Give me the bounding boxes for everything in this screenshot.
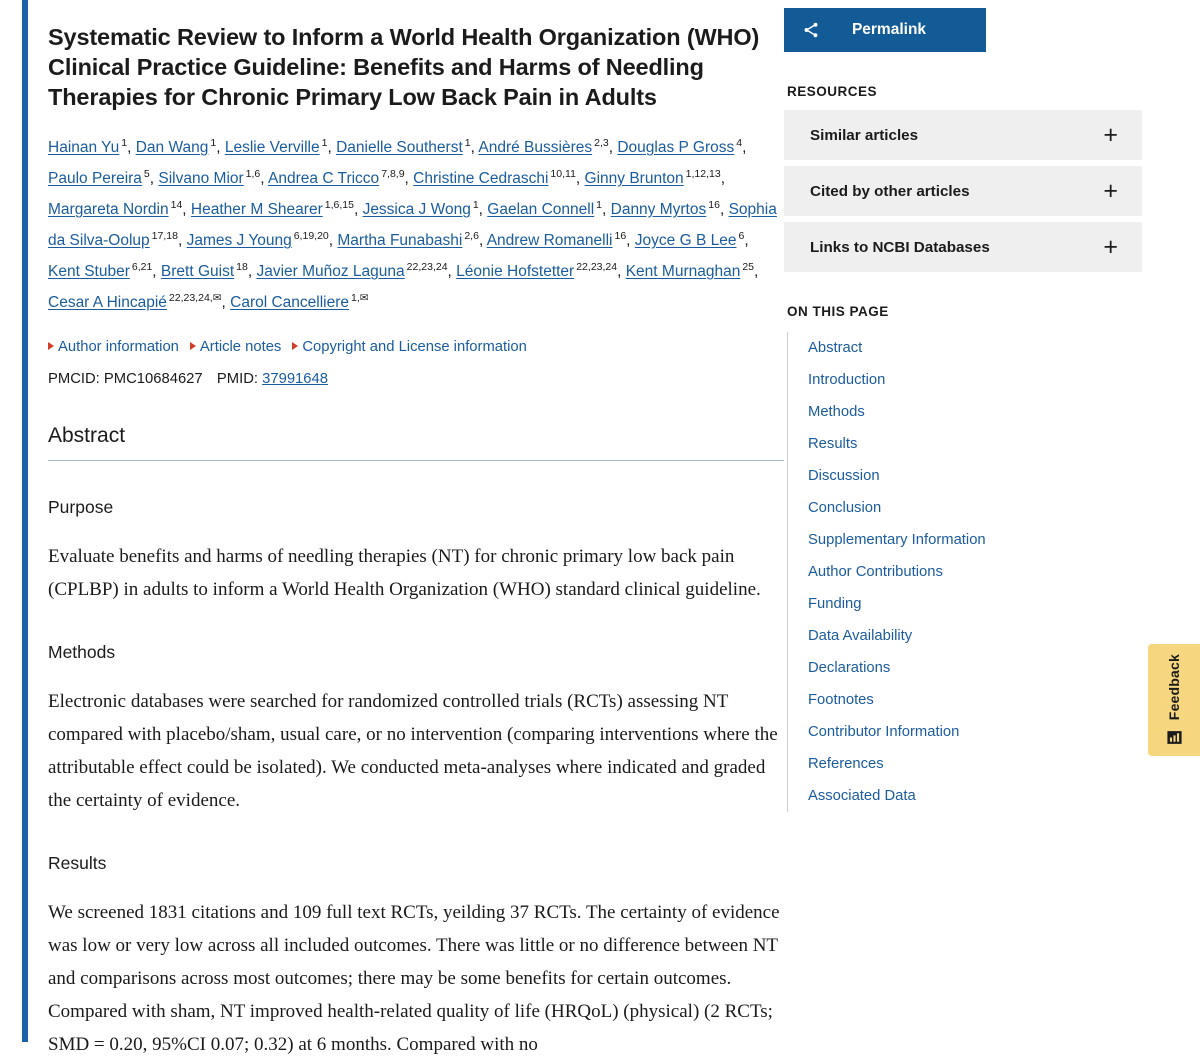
- feedback-tab[interactable]: [1148, 644, 1200, 756]
- permalink-label: Permalink: [851, 21, 927, 38]
- nav-list-item: [788, 396, 1200, 428]
- abstract-heading: Abstract: [48, 424, 784, 461]
- author-separator: ,: [744, 232, 749, 249]
- resources-heading: RESOURCES: [787, 84, 878, 99]
- author-affiliation-marker: 16: [614, 229, 627, 242]
- author-affiliation-marker: 22,23,24: [576, 260, 618, 273]
- nav-link-abstract[interactable]: Abstract: [808, 340, 863, 356]
- subsection-text-methods: Electronic databases were searched for randomized controlled trials (RCTs) assessing NT compared with placebo/sham, usual care, or no intervention (comparing interventions where the attributable effect could be isolated). We conducted meta-analyses where indicated and graded the certainty of evidence.: [48, 691, 778, 811]
- author-affiliation-marker: 1: [472, 198, 479, 211]
- author-affiliation-marker: 1: [121, 136, 128, 149]
- nav-link-introduction[interactable]: Introduction: [808, 372, 886, 388]
- author-separator: ,: [617, 263, 626, 280]
- author-affiliation-marker: 22,23,24,✉: [168, 291, 222, 304]
- author-affiliation-marker: 22,23,24: [406, 260, 448, 273]
- accordion-links-to-ncbi-databases[interactable]: [784, 222, 1142, 272]
- author-separator: ,: [327, 139, 337, 156]
- author-affiliation-marker: 6,19,20: [293, 229, 329, 242]
- accordion-label: Cited by other articles: [810, 182, 970, 200]
- author-link[interactable]: Andrea C Tricco: [268, 170, 380, 187]
- author-affiliation-marker: 5: [143, 167, 150, 180]
- pmid-link[interactable]: 37991648: [262, 371, 328, 387]
- author-link[interactable]: Danielle Southerst: [336, 139, 463, 156]
- page-title: Systematic Review to Inform a World Health Organization (WHO) Clinical Practice Guideline: Benefits and Harms of Needling Therapies for Chronic Primary Low Back Pain in Adults: [48, 24, 760, 110]
- nav-link-methods[interactable]: Methods: [808, 404, 865, 420]
- author-link[interactable]: Christine Cedraschi: [413, 170, 549, 187]
- author-affiliation-marker: 1: [210, 136, 217, 149]
- author-link[interactable]: Cesar A Hincapié: [48, 294, 167, 311]
- author-separator: ,: [149, 170, 159, 187]
- author-link[interactable]: Jessica J Wong: [362, 201, 471, 218]
- author-separator: ,: [328, 232, 338, 249]
- nav-link-associated-data[interactable]: Associated Data: [808, 788, 916, 804]
- author-link[interactable]: Kent Murnaghan: [625, 263, 741, 280]
- pmcid-label: PMCID:: [48, 371, 100, 387]
- article-identifiers: [48, 368, 784, 390]
- author-link[interactable]: Silvano Mior: [158, 170, 244, 187]
- author-link[interactable]: Kent Stuber: [48, 263, 130, 280]
- author-separator: ,: [247, 263, 257, 280]
- author-separator: ,: [447, 263, 457, 280]
- nav-link-footnotes[interactable]: Footnotes: [808, 692, 874, 708]
- subsection-heading-results: Results: [48, 853, 107, 873]
- author-list: [48, 132, 784, 318]
- author-affiliation-marker: 4: [736, 136, 743, 149]
- meta-link-label: Author information: [58, 339, 179, 355]
- author-separator: ,: [626, 232, 635, 249]
- on-this-page-heading: ON THIS PAGE: [787, 304, 889, 319]
- on-this-page-nav: [787, 332, 1200, 812]
- accordion-similar-articles[interactable]: [784, 110, 1142, 160]
- author-link[interactable]: Joyce G B Lee: [634, 232, 737, 249]
- author-affiliation-marker: 7,8,9: [381, 167, 405, 180]
- nav-link-declarations[interactable]: Declarations: [808, 660, 891, 676]
- accordion-label: Links to NCBI Databases: [810, 238, 990, 256]
- pmid-label: PMID:: [216, 371, 258, 387]
- author-separator: ,: [719, 201, 729, 218]
- author-link[interactable]: Danny Myrtos: [610, 201, 707, 218]
- author-separator: ,: [152, 263, 161, 280]
- author-affiliation-marker: 1,6,15: [324, 198, 354, 211]
- nav-link-results[interactable]: Results: [808, 436, 858, 452]
- author-link[interactable]: Carol Cancelliere: [230, 294, 350, 311]
- author-link[interactable]: Javier Muñoz Laguna: [256, 263, 405, 280]
- author-affiliation-marker: 14: [170, 198, 183, 211]
- accordion-cited-by-other-articles[interactable]: [784, 166, 1142, 216]
- author-separator: ,: [478, 232, 487, 249]
- triangle-right-icon: [292, 342, 298, 350]
- author-affiliation-marker: 10,11: [550, 167, 576, 180]
- plus-icon: +: [1103, 176, 1118, 205]
- accordion-label: Similar articles: [810, 126, 919, 144]
- author-separator: ,: [720, 170, 725, 187]
- author-link[interactable]: Leslie Verville: [224, 139, 320, 156]
- nav-list-item: [788, 428, 1200, 460]
- nav-list-item: [788, 492, 1200, 524]
- author-separator: ,: [260, 170, 269, 187]
- author-separator: ,: [575, 170, 585, 187]
- author-link[interactable]: Heather M Shearer: [190, 201, 323, 218]
- subsection-heading-purpose: Purpose: [48, 497, 114, 517]
- author-separator: ,: [216, 139, 225, 156]
- author-information-link[interactable]: [48, 339, 179, 355]
- triangle-right-icon: [48, 342, 54, 350]
- author-link[interactable]: Andrew Romanelli: [486, 232, 613, 249]
- author-affiliation-marker: 1,6: [245, 167, 261, 180]
- meta-link-label: Copyright and License information: [302, 339, 527, 355]
- author-separator: ,: [404, 170, 414, 187]
- article-main-column: [48, 0, 784, 1061]
- nav-list-item: [788, 748, 1200, 780]
- author-separator: ,: [470, 139, 479, 156]
- author-link[interactable]: Martha Funabashi: [337, 232, 463, 249]
- left-accent-rail: [22, 0, 28, 1042]
- subsection-text-results: We screened 1831 citations and 109 full text RCTs, yeilding 37 RCTs. The certainty of evidence was low or very low across all included outcomes. There was little or no difference between NT and comparisons across most outcomes; there may be some benefits for certain outcomes. Compared with sham, NT improved health-related quality of life (HRQoL) (physical) (2 RCTs; SMD = 0.20, 95%CI 0.07; 0.32) at 6 months. Compared with no: [48, 902, 780, 1055]
- feedback-label: Feedback: [1166, 654, 1182, 721]
- author-link[interactable]: André Bussières: [478, 139, 593, 156]
- author-affiliation-marker: 25: [742, 260, 755, 273]
- nav-list-item: [788, 620, 1200, 652]
- author-separator: ,: [353, 201, 363, 218]
- author-affiliation-marker: 6,21: [131, 260, 153, 273]
- author-link[interactable]: Margareta Nordin: [48, 201, 169, 218]
- author-affiliation-marker: 16: [708, 198, 720, 211]
- nav-list-item: [788, 460, 1200, 492]
- author-separator: ,: [742, 139, 747, 156]
- nav-link-conclusion[interactable]: Conclusion: [808, 500, 882, 516]
- permalink-button[interactable]: [784, 8, 986, 52]
- author-affiliation-marker: 2,3: [594, 136, 609, 149]
- nav-list-item: [788, 588, 1200, 620]
- nav-link-contributor-information[interactable]: Contributor Information: [808, 724, 960, 740]
- nav-link-discussion[interactable]: Discussion: [808, 468, 880, 484]
- author-link[interactable]: Gaelan Connell: [487, 201, 595, 218]
- author-affiliation-marker: 17,18: [151, 229, 178, 242]
- author-link[interactable]: Brett Guist: [160, 263, 235, 280]
- nav-list-item: [788, 716, 1200, 748]
- author-link[interactable]: James J Young: [186, 232, 292, 249]
- nav-link-data-availability[interactable]: Data Availability: [808, 628, 913, 644]
- author-affiliation-marker: 18: [236, 260, 248, 273]
- pmcid-value: PMC10684627: [103, 371, 203, 387]
- author-affiliation-marker: 1,12,13: [685, 167, 721, 180]
- resources-accordion-group: [784, 110, 1200, 272]
- author-affiliation-marker: 6: [738, 229, 745, 242]
- nav-list-item: [788, 332, 1200, 364]
- subsection-text-purpose: Evaluate benefits and harms of needling therapies (NT) for chronic primary low back pain (CPLBP) in adults to inform a World Health Organization (WHO) standard clinical guideline.: [48, 546, 761, 600]
- author-separator: ,: [608, 139, 618, 156]
- author-link[interactable]: Paulo Pereira: [48, 170, 142, 187]
- triangle-right-icon: [190, 342, 196, 350]
- share-icon: [802, 21, 820, 39]
- author-separator: ,: [182, 201, 191, 218]
- copyright-and-license-information-link[interactable]: [292, 339, 527, 355]
- nav-list-item: [788, 524, 1200, 556]
- author-link[interactable]: Ginny Brunton: [584, 170, 684, 187]
- article-notes-link[interactable]: [190, 339, 281, 355]
- chart-icon: [1166, 729, 1183, 746]
- author-separator: ,: [221, 294, 231, 311]
- nav-link-funding[interactable]: Funding: [808, 596, 862, 612]
- author-affiliation-marker: 1,✉: [351, 291, 369, 304]
- nav-link-author-contributions[interactable]: Author Contributions: [808, 564, 943, 580]
- article-meta-links: [48, 336, 784, 358]
- nav-link-supplementary-information[interactable]: Supplementary Information: [808, 532, 986, 548]
- nav-list-item: [788, 652, 1200, 684]
- author-affiliation-marker: 2,6: [464, 229, 479, 242]
- nav-list-item: [788, 780, 1200, 812]
- nav-list-item: [788, 556, 1200, 588]
- plus-icon: +: [1103, 120, 1118, 149]
- author-link[interactable]: Hainan Yu: [48, 139, 120, 156]
- sidebar-column: [784, 0, 1200, 812]
- author-separator: ,: [754, 263, 759, 280]
- author-link[interactable]: Douglas P Gross: [617, 139, 735, 156]
- author-affiliation-marker: 1: [321, 136, 328, 149]
- author-link[interactable]: Léonie Hofstetter: [456, 263, 575, 280]
- author-separator: ,: [177, 232, 187, 249]
- author-affiliation-marker: 1: [464, 136, 471, 149]
- nav-list-item: [788, 364, 1200, 396]
- author-link[interactable]: Sophia da Silva-Oolup: [48, 201, 777, 249]
- author-link[interactable]: Dan Wang: [135, 139, 209, 156]
- abstract-sections: [48, 497, 784, 1061]
- author-affiliation-marker: 1: [596, 198, 602, 211]
- nav-list-item: [788, 684, 1200, 716]
- author-separator: ,: [478, 201, 488, 218]
- author-separator: ,: [127, 139, 136, 156]
- plus-icon: +: [1103, 232, 1118, 261]
- author-separator: ,: [602, 201, 611, 218]
- nav-link-references[interactable]: References: [808, 756, 884, 772]
- meta-link-label: Article notes: [199, 339, 282, 355]
- subsection-heading-methods: Methods: [48, 642, 116, 662]
